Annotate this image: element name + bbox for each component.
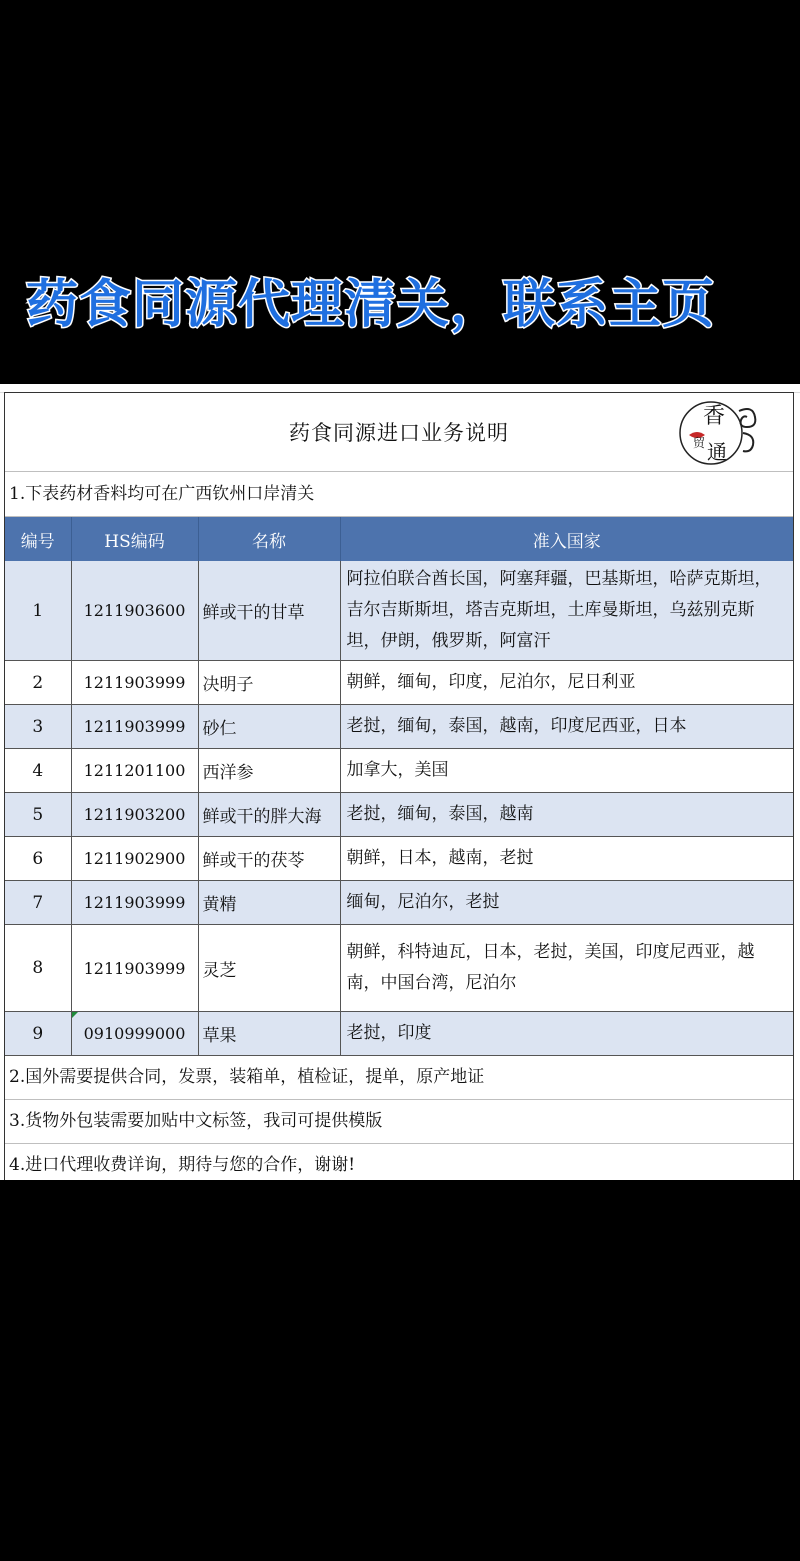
row-hs-code: 1211903200 <box>71 793 198 837</box>
row-hs-code: 1211903999 <box>71 925 198 1012</box>
header-hs-code: HS编码 <box>71 517 198 561</box>
row-countries: 加拿大，美国 <box>340 749 793 793</box>
row-countries: 朝鲜，缅甸，印度，尼泊尔，尼日利亚 <box>340 661 793 705</box>
row-hs-code: 1211903600 <box>71 561 198 661</box>
row-countries: 阿拉伯联合酋长国，阿塞拜疆，巴基斯坦，哈萨克斯坦，吉尔吉斯斯坦，塔吉克斯坦，土库曼斯坦，乌兹别克斯坦，伊朗，俄罗斯，阿富汗 <box>340 561 793 661</box>
row-number: 3 <box>5 705 71 749</box>
row-number: 4 <box>5 749 71 793</box>
row-name: 决明子 <box>198 661 340 705</box>
bottom-area <box>0 1180 800 1561</box>
table-row <box>5 793 793 837</box>
row-hs-code: 1211903999 <box>71 881 198 925</box>
row-hs-code-value: 0910999000 <box>83 1024 186 1043</box>
row-countries: 朝鲜，日本，越南，老挝 <box>340 837 793 881</box>
table-header-row <box>5 517 793 561</box>
row-name: 草果 <box>198 1012 340 1056</box>
table-row <box>5 705 793 749</box>
row-number: 7 <box>5 881 71 925</box>
logo-char-mid: 贸 <box>693 436 706 450</box>
document-title: 药食同源进口业务说明 <box>289 421 509 445</box>
cell-comment-marker <box>72 1012 78 1018</box>
spreadsheet-sheet <box>0 384 800 1180</box>
row-name: 鲜或干的甘草 <box>198 561 340 661</box>
logo-char-bottom: 通 <box>707 440 727 464</box>
table-row <box>5 1012 793 1056</box>
products-table <box>5 517 793 1056</box>
row-hs-code: 1211902900 <box>71 837 198 881</box>
row-countries: 缅甸，尼泊尔，老挝 <box>340 881 793 925</box>
banner-title: 药食同源代理清关，联系主页 <box>26 275 716 335</box>
table-row <box>5 925 793 1012</box>
note-2: 2.国外需要提供合同，发票，装箱单，植检证，提单，原产地证 <box>9 1067 485 1087</box>
header-name: 名称 <box>198 517 340 561</box>
row-countries: 老挝，缅甸，泰国，越南 <box>340 793 793 837</box>
row-name: 砂仁 <box>198 705 340 749</box>
table-row <box>5 881 793 925</box>
note-4: 4.进口代理收费详询，期待与您的合作，谢谢! <box>5 1143 793 1187</box>
note-3: 3.货物外包装需要加贴中文标签，我司可提供模版 <box>5 1099 793 1143</box>
table-row <box>5 749 793 793</box>
table-row <box>5 661 793 705</box>
row-name: 灵芝 <box>198 925 340 1012</box>
company-logo <box>677 397 763 469</box>
row-name: 黄精 <box>198 881 340 925</box>
row-name: 鲜或干的胖大海 <box>198 793 340 837</box>
table-row <box>5 561 793 661</box>
row-hs-code: 1211903999 <box>71 705 198 749</box>
title-row <box>5 393 793 472</box>
note-1: 1.下表药材香料均可在广西钦州口岸清关 <box>5 472 793 517</box>
table-row <box>5 837 793 881</box>
row-hs-code: 1211201100 <box>71 749 198 793</box>
logo-char-top: 香 <box>703 404 726 429</box>
row-name: 西洋参 <box>198 749 340 793</box>
row-countries: 老挝，印度 <box>340 1012 793 1056</box>
row-hs-code <box>71 1012 198 1056</box>
header-number: 编号 <box>5 517 71 561</box>
business-document <box>4 392 794 1188</box>
header-countries: 准入国家 <box>340 517 793 561</box>
row-countries: 朝鲜，科特迪瓦，日本，老挝，美国，印度尼西亚，越南，中国台湾，尼泊尔 <box>340 925 793 1012</box>
banner <box>0 0 800 384</box>
row-name: 鲜或干的茯苓 <box>198 837 340 881</box>
row-number: 8 <box>5 925 71 1012</box>
row-number: 1 <box>5 561 71 661</box>
row-hs-code: 1211903999 <box>71 661 198 705</box>
row-number: 2 <box>5 661 71 705</box>
row-number: 5 <box>5 793 71 837</box>
row-number: 6 <box>5 837 71 881</box>
row-countries: 老挝，缅甸，泰国，越南，印度尼西亚，日本 <box>340 705 793 749</box>
row-number: 9 <box>5 1012 71 1056</box>
